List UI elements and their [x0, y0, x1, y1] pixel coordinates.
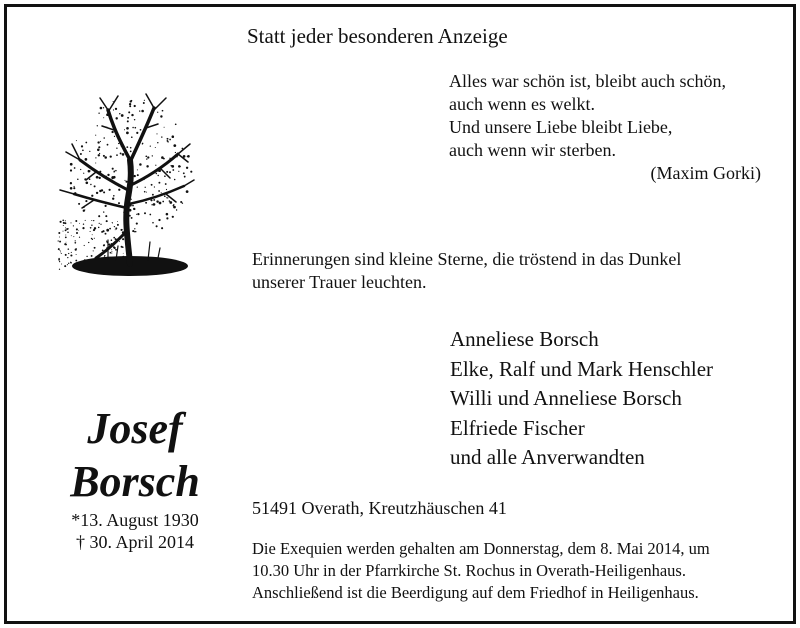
death-date: † 30. April 2014 [75, 532, 194, 552]
mourner-name: Anneliese Borsch [450, 327, 599, 351]
mourner-name: und alle Anverwandten [450, 445, 645, 469]
family-address: 51491 Overath, Kreutzhäuschen 41 [252, 498, 507, 518]
mourner-name: Elke, Ralf und Mark Henschler [450, 356, 714, 381]
poem-line: auch wenn es welkt. [449, 94, 595, 114]
notice-heading: Statt jeder besonderen Anzeige [247, 24, 508, 48]
deceased-first-name: Josef [87, 404, 183, 453]
life-dates [40, 509, 230, 553]
info-line: 10.30 Uhr in der Pfarrkirche St. Rochus in Overath-Heiligenhaus. [252, 561, 686, 580]
tree-icon [38, 90, 198, 286]
birth-date: *13. August 1930 [71, 510, 199, 530]
quote-line: Erinnerungen sind kleine Sterne, die tröstend in das Dunkel [252, 249, 682, 269]
deceased-last-name: Borsch [70, 457, 200, 506]
mourner-name: Willi und Anneliese Borsch [450, 386, 682, 410]
quote-line: unserer Trauer leuchten. [252, 272, 427, 292]
poem-author: (Maxim Gorki) [650, 163, 761, 183]
memorial-quote [252, 248, 681, 294]
info-line: Anschließend ist die Beerdigung auf dem Friedhof in Heiligenhaus. [252, 583, 699, 602]
poem [449, 70, 761, 185]
mourner-name: Elfriede Fischer [450, 415, 585, 440]
mourners-list [450, 325, 713, 473]
info-line: Die Exequien werden gehalten am Donnerstag, dem 8. Mai 2014, um [252, 539, 710, 558]
poem-line: Und unsere Liebe bleibt Liebe, [449, 117, 673, 137]
funeral-info [252, 538, 710, 604]
poem-line: Alles war schön ist, bleibt auch schön, [449, 71, 726, 91]
poem-line: auch wenn wir sterben. [449, 140, 616, 160]
